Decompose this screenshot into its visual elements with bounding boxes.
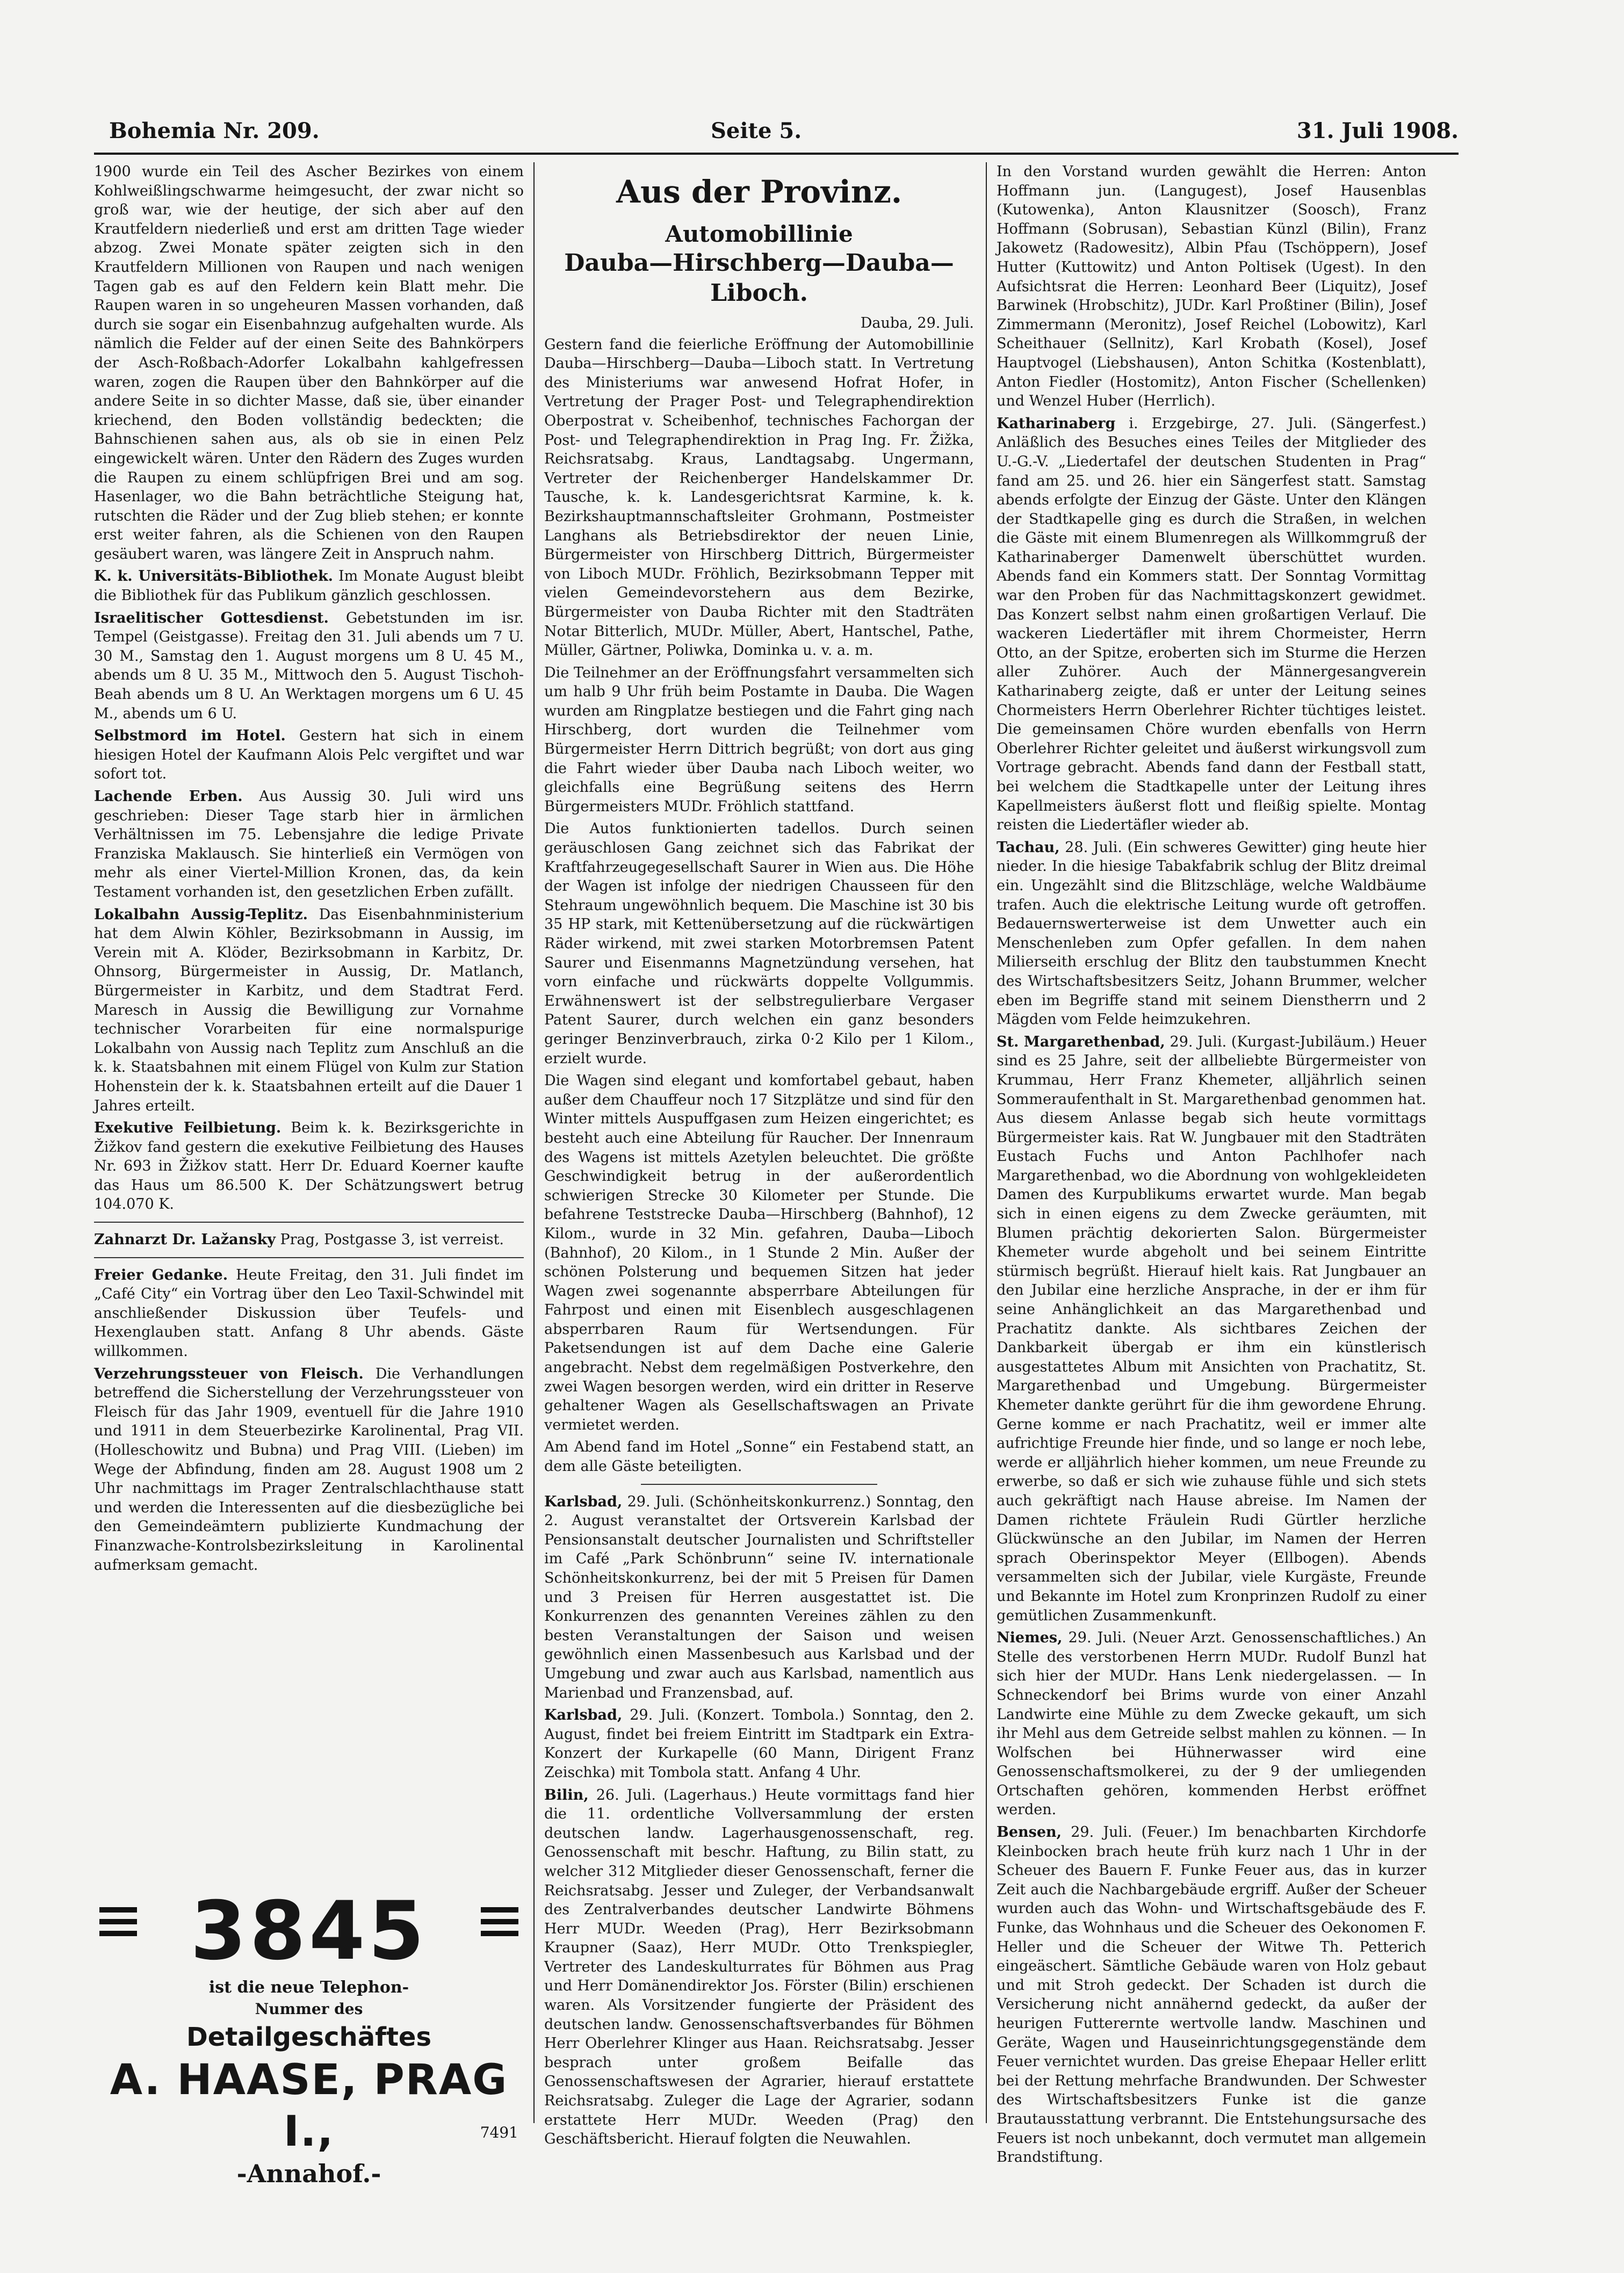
article-automobile-route: Die Teilnehmer an der Eröffnungsfahrt versammelten sich um halb 9 Uhr früh beim Postamte in Dauba. Die Wagen wurden am Ringplatze bestiegen und die Fahrt ging nach Hirschberg, dort wurden die Teilnehmer vom Bürgermeister Herrn Dittrich begrüßt; von dort aus ging die Fahrt wieder über Dauba nach Liboch weiter, wo gleichfalls eine Begrüßung seitens des Herrn Bürgermeisters MUDr. Fröhlich stattfand. [544,664,974,815]
headline: Niemes, [997,1629,1063,1647]
article-body: Das Eisenbahnministerium hat dem Alwin Köhler, Bezirksobmann in Aussig, im Verein mit A. Klöder, Bezirksobmann in Karbitz, Dr. Ohnsorg, Bürgermeister in Aussig, Dr. Matlanch, Bürgermeister in Karbitz, und dem Stadtrat Ferd. Maresch in Aussig die Bewilligung zur Vornahme technischer Vorarbeiten für eine normalspurige Lokalbahn von Aussig nach Teplitz zum Anschluß an die k. k. Staatsbahnen mit einem Flügel von Kulm zur Station Hohenstein der k. k. Staatsbahnen erteilt auf die Dauer 1 Jahres erteilt. [94,906,524,1114]
article-university-library [94,567,524,605]
ad-decoration-bars [481,1907,518,1943]
article-tachau-storm [997,838,1426,1029]
section-rule [94,1222,524,1223]
ad-line: Detailgeschäftes [186,2022,432,2052]
article-hotel-suicide [94,726,524,784]
article-auction [94,1119,524,1214]
article-body: 29. Juli. (Feuer.) Im benachbarten Kirchdorfe Kleinbocken brach heute früh kurz nach 1 Uhr in der Scheuer des Bauern F. Funke Feuer aus, das in kurzer Zeit auch die Nachbargebäude ergriff. Außer der Scheuer wurden auch das Wohn- und Wirtschaftsgebäude des F. Funke, das Wohnhaus und die Scheuer des Oekonomen F. Heller und die Scheuer der Witwe Th. Petterich eingeäschert. Sämtliche Gebäude waren von Holz gebaut und mit Stroh gedeckt. Der Schaden ist durch die Versicherung nicht annähernd gedeckt, da außer der heurigen Futterernte wertvolle landw. Maschinen und Geräte, Wagen und Hauseinrichtungsgegenstände dem Feuer vernichtet wurden. Das greise Ehepaar Heller erlitt bei der Rettung mehrfache Brandwunden. Der Schwester des Wirtschaftsbesitzers Funke ist die ganze Brautausstattung verbrannt. Die Entstehungsursache des Feuers ist noch unbekannt, doch vermutet man allgemein Brandstiftung. [997,1824,1426,2166]
section-rule [94,1257,524,1258]
article-automobile-evening: Am Abend fand im Hotel „Sonne“ ein Festabend statt, an dem alle Gäste beteiligten. [544,1439,974,1475]
ad-phone-number: 3845 [190,1885,428,1978]
ad-address: -Annahof.- [236,2159,381,2188]
ad-decoration-bars [99,1907,137,1943]
section-rule [641,1484,877,1485]
article-body: 29. Juli. (Kurgast-Jubiläum.) Heuer sind es 25 Jahre, seit der allbeliebte Bürgermeister von Krummau, Herr Franz Khemeter, alljährlich seinen Sommeraufenthalt in St. Margarethenbad genommen hat. Aus diesem Anlasse begab sich heute vormittags Bürgermeister kais. Rat W. Jungbauer mit den Stadträten Eustach Fuchs und Anton Pachlhofer nach Margarethenbad, wo die Abordnung von wohlgekleideten Damen des Kurpublikums erwartet wurde. Man begab sich in einen eigens zu dem Zwecke geräumten, mit Blumen prächtig dekorierten Salon. Bürgermeister Khemeter wurde abgeholt und bei seinem Eintritte stürmisch begrüßt. Hierauf hielt kais. Rat Jungbauer an den Jubilar eine herzliche Ansprache, in der er ihm für seine Anhänglichkeit an das Margarethenbad und Prachatitz dankte. Als sichtbares Zeichen der Dankbarkeit übergab er ihm ein künstlerisch ausgestattetes Album mit Ansichten von Prachatitz, St. Margarethenbad und Umgebung. Bürgermeister Khemeter dankte gerührt für die ihm gewordene Ehrung. Gerne komme er nach Prachatitz, weil er immer alte aufrichtige Freunde hier finde, und so lange er noch lebe, werde er alljährlich hieher kommen, um neue Freunde zu erwerbe, so daß er sich wie zuhause fühle und sich stets auch gekräftigt nach Hause abreise. Im Namen der Damen richtete Fräulein Rudi Gürtler herzliche Glückwünsche an den Jubilar, im Namen der Herren sprach Oberinspektor Meyer (Ellbogen). Abends versammelten sich der Jubilar, viele Kurgäste, Freunde und Bekannte im Hotel zum Kronprinzen Rudolf zu einer gemütlichen Zusammenkunft. [997,1033,1426,1624]
dateline: Dauba, 29. Juli. [860,315,974,331]
headline: Freier Gedanke. [94,1266,228,1283]
issue-date: 31. Juli 1908. [1296,118,1459,143]
headline: Israelitischer Gottesdienst. [94,609,329,626]
headline: Zahnarzt Dr. Lažansky [94,1231,276,1249]
newspaper-page [94,113,1459,2188]
article-bensen-fire [997,1823,1426,2167]
article-body: Prag, Postgasse 3, ist verreist. [275,1231,504,1249]
column-right [997,162,1426,2166]
ad-line: Nummer des [255,2000,363,2018]
column-divider-1 [533,162,535,2123]
headline: Bensen, [997,1824,1062,1841]
article-body: Heute Freitag, den 31. Juli findet im „Café City“ ein Vortrag über den Leo Taxil-Schwindel mit anschließender Diskussion über Teufels- und Hexenglauben statt. Anfang 8 Uhr abends. Gäste willkommen. [94,1266,524,1360]
header-rule [94,153,1459,155]
article-body: 29. Juli. (Neuer Arzt. Genossenschaftliches.) An Stelle des verstorbenen Herrn MUDr. Rudolf Bunzl hat sich hier der MUDr. Hans Lenk niedergelassen. — In Schneckendorf bei Brims wurde von einer Anzahl Landwirte eine Mühle zu dem Zwecke gekauft, um sich ihr Mehl aus dem Getreide selbst mahlen zu können. — In Wolfschen bei Hühnerwasser wird eine Genossenschaftsmolkerei, zu der 9 der umliegenden Ortschaften gehören, kommenden Herbst eröffnet werden. [997,1629,1426,1819]
article-jewish-service [94,609,524,724]
article-body: 26. Juli. (Lagerhaus.) Heute vormittags fand hier die 11. ordentliche Vollversammlung der ersten deutschen landw. Lagerhausgenossenschaft, reg. Genossenschaft mit beschr. Haftung, zu Bilin statt, zu welcher 312 Mitglieder dieser Genossenschaft, ferner die Reichsratsabg. Jesser und Zuleger, der Verbandsanwalt des Zentralverbandes deutscher Landwirte Böhmens Herr MUDr. Weeden (Prag), Herr Bezirksobmann Kraupner (Saaz), Herr MUDr. Otto Trenkspiegler, Vertreter des Landeskulturrates für Böhmen aus Prag und Herr Domänendirektor Jos. Förster (Bilin) erschienen waren. Als Vorsitzender fungierte der Präsident des deutschen landw. Genossenschaftsverbandes für Böhmen Herr Oberlehrer Klinger aus Haan. Reichsratsabg. Jesser besprach unter großem Beifalle das Genossenschaftswesen der Agrarier, hierauf erstattete Reichsratsabg. Zuleger die Lage der Agrarier, sodann erstattete Herr MUDr. Weeden (Prag) den Geschäftsbericht. Hierauf folgten die Neuwahlen. [544,1786,974,2148]
headline: Selbstmord im Hotel. [94,727,286,745]
ad-code: 7491 [480,2124,518,2141]
article-body: Aus Aussig 30. Juli wird uns geschrieben: Dieser Tage starb hier in ärmlichen Verhältnissen im 75. Lebensjahre die ledige Private Franziska Maklausch. Sie hinterließ ein Vermögen von mehr als einer Viertel-Million Kronen, das, da kein Testament vorhanden ist, den gesetzlichen Erben zufällt. [94,788,524,900]
article-body: 29. Juli. (Schönheitskonkurrenz.) Sonntag, den 2. August veranstaltet der Ortsverein Karlsbad der Pensionsanstalt deutscher Journalisten und Schriftsteller im Café „Park Schönbrunn“ seine IV. internationale Schönheitskonkurrenz, bei der mit 5 Preisen für Damen und 3 Preisen für Herren ausgestattet ist. Die Konkurrenzen des genannten Vereines zählen zu den besten Veranstaltungen der Saison und weisen gewöhnlich einen Massenbesuch aus Karlsbad und der Umgebung und zwar auch aus Karlsbad, namentlich aus Marienbad und Franzensbad, auf. [544,1493,974,1701]
article-bilin-warehouse [544,1786,974,2149]
page-header [94,113,1459,150]
article-body: 28. Juli. (Ein schweres Gewitter) ging heute hier nieder. In die hiesige Tabakfabrik schlug der Blitz dreimal ein. Ungezählt sind die Blitzschläge, welche Waldbäume trafen. Auch die elektrische Leitung wurde oft getroffen. Bedauernswerterweise ist dem Unwetter auch ein Menschenleben zum Opfer gefallen. In dem nahen Milierseith erschlug der Blitz den taubstummen Knecht des Wirtschaftsbesitzers Seitz, Johann Brummer, welcher eben im Begriffe stand mit seinem Dienstherrn und 2 Mägden vom Felde heimzukehren. [997,839,1426,1028]
article-body: Gestern hat sich in einem hiesigen Hotel der Kaufmann Alois Pelc vergiftet und war sofort tot. [94,727,524,783]
column-middle [544,162,974,2148]
headline: K. k. Universitäts-Bibliothek. [94,568,334,585]
notice-dentist [94,1230,524,1250]
article-karlsbad-concert [544,1706,974,1782]
article-body: 29. Juli. (Konzert. Tombola.) Sonntag, den 2. August, findet bei freiem Eintritt im Stadtpark ein Extra-Konzert der Kurkapelle (60 Mann, Dirigent Franz Zeischka) mit Tombola statt. Anfang 4 Uhr. [544,1707,974,1781]
headline: Exekutive Feilbietung. [94,1120,282,1137]
article-laughing-heirs [94,787,524,902]
article-niemes [997,1628,1426,1820]
headline: Tachau, [997,839,1060,856]
article-free-thought [94,1266,524,1361]
article-body: Gebetstunden im isr. Tempel (Geistgasse). Freitag den 31. Juli abends um 7 U. 30 M., Samstag den 1. August morgens um 8 U. 45 M., abends um 8 U. 35 M., Mittwoch den 5. August Tischoh-Beah abends um 8 U. An Werktagen morgens um 6 U. 45 M., abends um 6 U. [94,609,524,722]
article-karlsbad-beauty [544,1492,974,1703]
article-bilin-board: In den Vorstand wurden gewählt die Herren: Anton Hoffmann jun. (Langugest), Josef Hausenblas (Kutowenka), Anton Klausnitzer (Soosch), Franz Hoffmann (Sobrusan), Sebastian Künzl (Bilin), Franz Jakowetz (Radowesitz), Albin Pfau (Tschöppern), Josef Hutter (Kuttowitz) und Anton Poltisek (Ugest). In den Aufsichtsrat die Herren: Leonhard Beer (Liquitz), Josef Barwinek (Hrobschitz), JUDr. Karl Proßtiner (Bilin), Josef Zimmermann (Meronitz), Josef Reichel (Lobowitz), Karl Scheithauer (Sellnitz), Karl Krobath (Kosel), Josef Hauptvogel (Liebshausen), Anton Schitka (Kostenblatt), Anton Fiedler (Hostomitz), Anton Fischer (Schellenken) und Wenzel Huber (Herrlich). [997,163,1426,410]
article-local-railway [94,905,524,1116]
column-divider-2 [986,162,987,2123]
article-automobile-opening: Gestern fand die feierliche Eröffnung der Automobillinie Dauba—Hirschberg—Dauba—Liboch statt. In Vertretung des Ministeriums war anwesend Hofrat Hofer, in Vertretung der Prager Post- und Telegraphendirektion Oberpostrat v. Scheibenhof, technisches Fachorgan der Post- und Telegraphendirektion in Prag Ing. Fr. Žižka, Reichsratsabg. Kraus, Landtagsabg. Ungermann, Vertreter der Reichenberger Handelskammer Dr. Tausche, k. k. Landesgerichtsrat Karmine, k. k. Bezirkshauptmannschaftsleiter Grohmann, Postmeister Langhans als Betriebsdirektor der neuen Linie, Bürgermeister von Hirschberg Dittrich, Bürgermeister von Liboch MUDr. Fröhlich, Bezirksobmann Tepper mit vielen Gemeindevorstehern aus dem Bezirke, Bürgermeister von Dauba Richter mit den Stadträten Notar Bitterlich, MUDr. Müller, Abert, Hantschel, Pathe, Müller, Gärtner, Poliwka, Dominka u. v. a. m. [544,336,974,659]
article-body: i. Erzgebirge, 27. Juli. (Sängerfest.) Anläßlich des Besuches eines Teiles der Mitglieder des U.-G.-V. „Liedertafel der deutschen Studenten in Prag“ fand am 25. und 26. hier ein Sängerfest statt. Samstag abends erfolgte der Einzug der Gäste. Unter den Klängen der Stadtkapelle ging es durch die Straßen, in welchen die Gäste mit einem Blumenregen als Willkommgruß der Katharinaberger Damenwelt überschüttet wurden. Abends fand ein Kommers statt. Der Sonntag Vormittag war den Proben für das Nachmittagskonzert gewidmet. Das Konzert selbst nahm einen großartigen Verlauf. Die wackeren Liedertäfler mit ihrem Chormeister, Herrn Otto, an der Spitze, eroberten sich im Sturme die Herzen aller Zuhörer. Auch der Männergesangverein Katharinaberg zeigte, daß er unter der Leitung seines Chormeisters Herrn Oberlehrer Richter tüchtiges leistet. Die gemeinsamen Chöre wurden ebenfalls von Herrn Oberlehrer Richter geleitet und äußerst wirkungsvoll zum Vortrage gebracht. Abends fand dann der Festball statt, bei welchem die Stadtkapelle unter der Leitung ihres Kapellmeisters äußerst flott und fleißig spielte. Montag reisten die Liedertäfler wieder ab. [997,415,1426,834]
article-body: Die Verhandlungen betreffend die Sicherstellung der Verzehrungssteuer von Fleisch für das Jahr 1909, eventuell für die Jahre 1910 und 1911 in dem Steuerbezirke Karolinental, Prag VII. (Holleschowitz und Bubna) und Prag VIII. (Lieben) im Wege der Abfindung, finden am 28. August 1908 um 2 Uhr nachmittags im Prager Zentralschlachthause statt und werden die Interessenten auf die diesbezügliche bei den Gemeindeämtern publizierte Kundmachung der Finanzwache-Kontrolsbezirksleitung in Karolinental aufmerksam gemacht. [94,1365,524,1574]
headline: Karlsbad, [544,1493,623,1510]
article-body: Beim k. k. Bezirksgerichte in Žižkov fand gestern die exekutive Feilbietung des Hauses Nr. 693 in Žižkov statt. Herr Dr. Eduard Koerner kaufte das Haus um 86.500 K. Der Schätzungswert betrug 104.070 K. [94,1120,524,1213]
ad-line: ist die neue Telephon- [208,1978,409,1997]
article-meat-tax [94,1365,524,1575]
publication-issue: Bohemia Nr. 209. [109,118,320,143]
column-left [94,162,524,1879]
article-automobile-cars: Die Wagen sind elegant und komfortabel gebaut, haben außer dem Chauffeur noch 17 Sitzplätze und sind für den Winter mittels Auspuffgasen zum Heizen eingerichtet; es besteht auch eine Abteilung für Raucher. Der Innenraum des Wagens ist mittels Azetylen beleuchtet. Die größte Geschwindigkeit betrug in der außerordentlich schwierigen Strecke 30 Kilometer per Stunde. Die befahrene Teststrecke Dauba—Hirschberg (Bahnhof), 12 Kilom., wurde in 32 Min. gefahren, Dauba—Liboch (Bahnhof), 20 Kilom., in 1 Stunde 2 Min. Außer der schönen Polsterung und bequemen Sitzen hat jeder Wagen zwei sogenannte absperrbare Abteilungen für Fahrpost und einen mit Eisenblech ausgeschlagenen absperrbaren Raum für Wertsendungen. Für Paketsendungen ist auf dem Dache eine Galerie angebracht. Nebst dem regelmäßigen Postverkehre, den zwei Wagen besorgen werden, wird ein dritter in Reserve gehaltener Wagen als Gesellschaftswagen an Private vermietet werden. [544,1072,974,1433]
ad-company-name: A. HAASE, PRAG I., [110,2056,508,2156]
headline: Lachende Erben. [94,788,243,805]
headline: Katharinaberg [997,415,1116,432]
section-title: Aus der Provinz. [616,174,903,210]
advertisement-haase [94,1885,524,2188]
headline: St. Margarethenbad, [997,1033,1165,1050]
headline: Bilin, [544,1786,589,1803]
headline: Verzehrungssteuer von Fleisch. [94,1365,364,1382]
article-subtitle: Dauba—Hirschberg—Dauba—Liboch. [564,249,954,307]
article-katharinaberg [997,414,1426,835]
article-title: Automobillinie [665,221,853,247]
article-automobile-tech: Die Autos funktionierten tadellos. Durch seinen geräuschlosen Gang zeichnet sich das Fabrikat der Kraftfahrzeugegesellschaft Saurer in Wien aus. Die Höhe der Wagen ist infolge der niedrigen Chausseen für den Stehraum ungewöhnlich bequem. Die Maschine ist 30 bis 35 HP stark, mit Kettenübersetzung auf die rückwärtigen Räder wirkend, mit zwei starken Motorbremsen Patent Saurer und Eisenmanns Magnetzündung versehen, hat vorn einfache und rückwärts doppelte Vollgummis. Erwähnenswert ist der selbstregulierbare Vergaser Patent Saurer, durch welchen ein ganz besonders geringer Benzinverbrauch, zirka 0·2 Kilo per 1 Kilom., erzielt wurde. [544,820,974,1067]
ad-number-row [94,1886,524,1977]
article-caterpillars: 1900 wurde ein Teil des Ascher Bezirkes von einem Kohlweißlingschwarme heimgesucht, der zwar nicht so groß war, wie der heutige, der sich aber auf den Krautfeldern niederließ und erst am dritten Tage wieder abzog. Zwei Monate später zeigten sich in den Krautfeldern Millionen von Raupen und nach wenigen Tagen gab es auf den Feldern kein Blatt mehr. Die Raupen waren in so ungeheuren Massen vorhanden, daß durch sie sogar ein Eisenbahnzug aufgehalten wurde. Als nämlich die Felder auf der einen Seite des Bahnkörpers der Asch-Roßbach-Adorfer Lokalbahn kahlgefressen waren, zogen die Raupen über den Bahnkörper auf die andere Seite in so dichter Masse, daß sie, über einander kriechend, den Boden vollständig bedeckten; die Bahnschienen sahen aus, als ob sie in einen Pelz eingewickelt wären. Unter den Rädern des Zuges wurden die Raupen zu einem schlüpfrigen Brei und am sog. Hasenlager, wo die Bahn beträchtliche Steigung hat, rutschten die Räder und der Zug blieb stehen; er konnte erst weiter fahren, als die Schienen von den Raupen gesäubert waren, was längere Zeit in Anspruch nahm. [94,163,524,562]
headline: Karlsbad, [544,1707,623,1724]
article-body: Im Monate August bleibt die Bibliothek für das Publikum gänzlich geschlossen. [94,568,524,604]
article-margarethenbad [997,1033,1426,1625]
page-number: Seite 5. [711,118,802,143]
headline: Lokalbahn Aussig-Teplitz. [94,906,308,923]
